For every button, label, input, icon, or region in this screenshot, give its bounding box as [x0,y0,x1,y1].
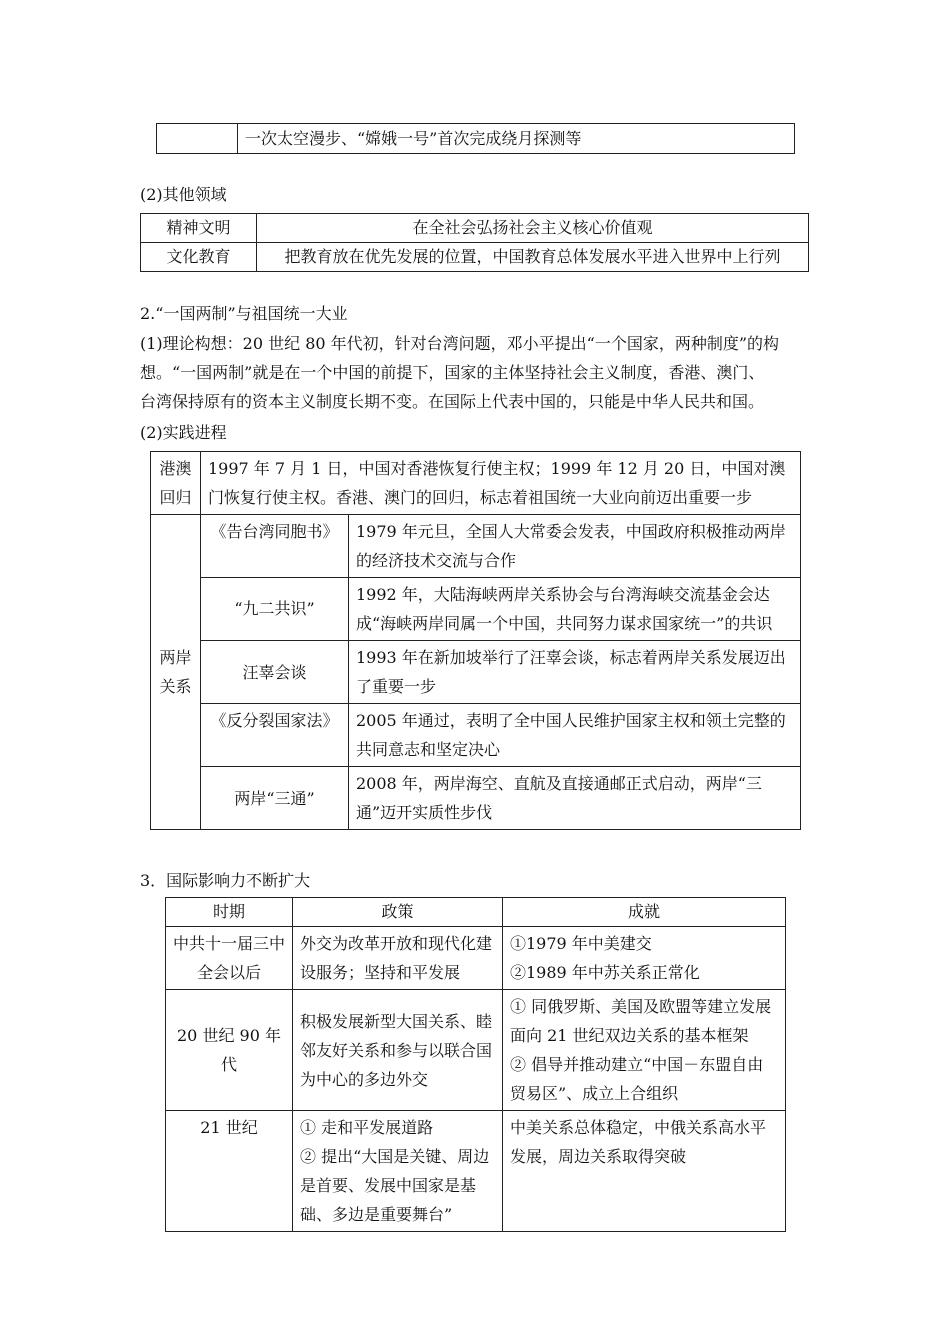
table-header-row [166,898,786,927]
header-policy: 政策 [293,898,503,927]
theory-paragraph [140,329,820,416]
event-content: 1993 年在新加坡举行了汪辜会谈，标志着两岸关系发展迈出了重要一步 [349,641,801,704]
other-fields-heading: (2)其他领域 [140,185,227,204]
table-row [151,641,801,704]
table-row [151,515,801,578]
hk-macao-content: 1997 年 7 月 1 日，中国对香港恢复行使主权；1999 年 12 月 20 日，中国对澳门恢复行使主权。香港、澳门的回归，标志着祖国统一大业向前迈出重要一步 [201,452,801,515]
achievement-item: ②1989 年中苏关系正常化 [510,963,700,982]
achievement-item: ①1979 年中美建交 [510,934,652,953]
paragraph-line: (1)理论构想：20 世纪 80 年代初，针对台湾问题，邓小平提出“一个国家，两种制度”的构 [140,334,780,353]
row-content: 把教育放在优先发展的位置，中国教育总体发展水平进入世界中上行列 [257,243,809,272]
table-row [166,927,786,990]
table-row [151,578,801,641]
table-cell: 一次太空漫步、“嫦娥一号”首次完成绕月探测等 [238,124,795,154]
policy-item: ② 提出“大国是关键、周边是首要、发展中国家是基础、多边是重要舞台” [300,1147,490,1224]
achievement-cell [503,990,786,1111]
table-row [151,452,801,515]
period-cell: 20 世纪 90 年代 [166,990,293,1111]
table-row [141,214,809,243]
event-name: 汪辜会谈 [201,641,349,704]
empty-cell [157,124,238,154]
event-content: 1992 年，大陆海峡两岸关系协会与台湾海峡交流基金会达成“海峡两岸同属一个中国，共同努力谋求国家统一”的共识 [349,578,801,641]
achievement-cell [503,1111,786,1232]
practice-heading: (2)实践进程 [140,423,227,442]
other-fields-table [140,213,809,272]
cross-strait-label: 两岸关系 [151,515,201,830]
achievement-cell [503,927,786,990]
practice-table [150,451,801,830]
row-content: 在全社会弘扬社会主义核心价值观 [257,214,809,243]
section2-heading: 2.“一国两制”与祖国统一大业 [140,304,348,323]
header-period: 时期 [166,898,293,927]
event-name: 《反分裂国家法》 [201,704,349,767]
row-label: 文化教育 [141,243,257,272]
achievement-item: 中美关系总体稳定，中俄关系高水平发展，周边关系取得突破 [510,1118,767,1166]
policy-item: ① 走和平发展道路 [300,1118,434,1137]
hk-macao-label: 港澳回归 [151,452,201,515]
table-row [166,990,786,1111]
policy-cell [293,990,503,1111]
table-row [141,243,809,272]
table-row [151,704,801,767]
event-name: “九二共识” [201,578,349,641]
paragraph-line: 想。“一国两制”就是在一个中国的前提下，国家的主体坚持社会主义制度，香港、澳门、 [140,363,765,382]
row-label: 精神文明 [141,214,257,243]
period-cell: 中共十一届三中全会以后 [166,927,293,990]
event-content: 2008 年，两岸海空、直航及直接通邮正式启动，两岸“三通”迈开实质性步伐 [349,767,801,830]
policy-cell [293,1111,503,1232]
event-content: 1979 年元旦，全国人大常委会发表，中国政府积极推动两岸的经济技术交流与合作 [349,515,801,578]
continuation-table [156,123,795,154]
policy-cell [293,927,503,990]
event-name: 《告台湾同胞书》 [201,515,349,578]
table-row [166,1111,786,1232]
table-row [157,124,795,154]
event-name: 两岸“三通” [201,767,349,830]
table-row [151,767,801,830]
event-content: 2005 年通过，表明了全中国人民维护国家主权和领土完整的共同意志和坚定决心 [349,704,801,767]
influence-table [165,897,786,1232]
paragraph-line: 台湾保持原有的资本主义制度长期不变。在国际上代表中国的，只能是中华人民共和国。 [140,392,765,411]
header-achievement: 成就 [503,898,786,927]
achievement-item: ① 同俄罗斯、美国及欧盟等建立发展面向 21 世纪双边关系的基本框架 [510,997,772,1045]
policy-text: 外交为改革开放和现代化建设服务；坚持和平发展 [300,934,493,982]
achievement-item: ② 倡导并推动建立“中国－东盟自由贸易区”、成立上合组织 [510,1055,764,1103]
period-cell: 21 世纪 [166,1111,293,1232]
policy-text: 积极发展新型大国关系、睦邻友好关系和参与以联合国为中心的多边外交 [300,1011,493,1089]
section3-heading: 3．国际影响力不断扩大 [140,871,311,890]
